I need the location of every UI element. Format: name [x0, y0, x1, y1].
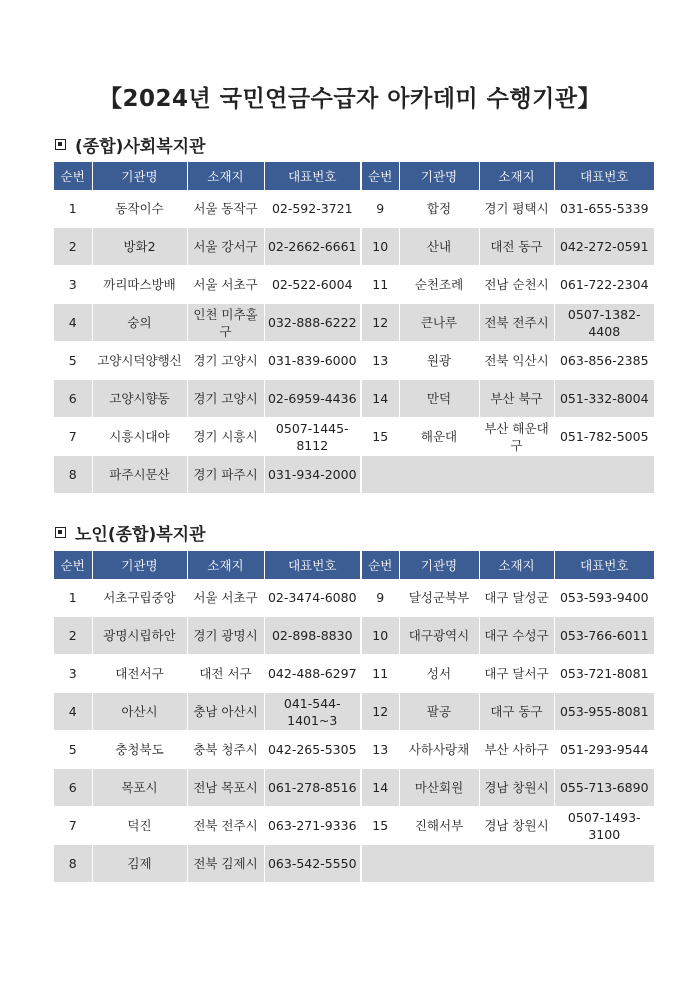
institution-name: 목포시 [92, 769, 187, 807]
institution-name: 산내 [399, 228, 479, 266]
location: 경기 평택시 [479, 190, 554, 228]
location: 경기 고양시 [187, 380, 264, 418]
square-bullet-icon [55, 527, 66, 538]
column-header: 대표번호 [554, 551, 654, 579]
location: 대구 달서구 [479, 655, 554, 693]
institution-name: 서초구립중앙 [92, 579, 187, 617]
column-header: 기관명 [92, 551, 187, 579]
row-number: 3 [54, 655, 92, 693]
empty-cell [361, 456, 654, 494]
row-number: 4 [54, 304, 92, 342]
phone-number: 0507-1382-4408 [554, 304, 654, 342]
table-row [54, 380, 654, 418]
table-row [54, 266, 654, 304]
location: 대구 수성구 [479, 617, 554, 655]
row-number: 2 [54, 228, 92, 266]
section-heading-social-welfare [55, 132, 206, 156]
institution-name: 동작이수 [92, 190, 187, 228]
phone-number: 051-293-9544 [554, 731, 654, 769]
phone-number: 02-2662-6661 [264, 228, 361, 266]
table-row [54, 579, 654, 617]
column-header: 대표번호 [554, 162, 654, 190]
row-number: 8 [54, 845, 92, 883]
row-number: 1 [54, 579, 92, 617]
location: 경남 창원시 [479, 769, 554, 807]
row-number: 7 [54, 418, 92, 456]
location: 경기 광명시 [187, 617, 264, 655]
social-welfare-table [54, 162, 654, 494]
location: 부산 해운대구 [479, 418, 554, 456]
phone-number: 02-3474-6080 [264, 579, 361, 617]
institution-name: 합정 [399, 190, 479, 228]
institution-name: 팔공 [399, 693, 479, 731]
table-header-row [54, 551, 654, 579]
phone-number: 031-934-2000 [264, 456, 361, 494]
column-header: 대표번호 [264, 162, 361, 190]
table-row [54, 731, 654, 769]
institution-name: 고양시향동 [92, 380, 187, 418]
institution-name: 대전서구 [92, 655, 187, 693]
location: 경기 파주시 [187, 456, 264, 494]
institution-name: 성서 [399, 655, 479, 693]
phone-number: 0507-1493-3100 [554, 807, 654, 845]
institution-name: 진해서부 [399, 807, 479, 845]
institution-name: 대구광역시 [399, 617, 479, 655]
location: 충남 아산시 [187, 693, 264, 731]
column-header: 순번 [54, 162, 92, 190]
phone-number: 061-722-2304 [554, 266, 654, 304]
phone-number: 063-856-2385 [554, 342, 654, 380]
section-title: (종합)사회복지관 [75, 136, 206, 157]
phone-number: 053-955-8081 [554, 693, 654, 731]
location: 부산 사하구 [479, 731, 554, 769]
location: 전북 전주시 [187, 807, 264, 845]
phone-number: 041-544-1401~3 [264, 693, 361, 731]
phone-number: 063-542-5550 [264, 845, 361, 883]
location: 경기 시흥시 [187, 418, 264, 456]
phone-number: 0507-1445-8112 [264, 418, 361, 456]
column-header: 기관명 [399, 162, 479, 190]
institution-name: 파주시문산 [92, 456, 187, 494]
column-header: 대표번호 [264, 551, 361, 579]
empty-cell [361, 845, 654, 883]
table-row [54, 418, 654, 456]
location: 경남 창원시 [479, 807, 554, 845]
phone-number: 051-332-8004 [554, 380, 654, 418]
row-number: 2 [54, 617, 92, 655]
phone-number: 042-265-5305 [264, 731, 361, 769]
row-number: 9 [361, 579, 399, 617]
institution-name: 시흥시대야 [92, 418, 187, 456]
institution-name: 충청북도 [92, 731, 187, 769]
table-row [54, 807, 654, 845]
phone-number: 031-839-6000 [264, 342, 361, 380]
institution-name: 마산회원 [399, 769, 479, 807]
row-number: 13 [361, 342, 399, 380]
row-number: 8 [54, 456, 92, 494]
row-number: 14 [361, 769, 399, 807]
phone-number: 031-655-5339 [554, 190, 654, 228]
table-row [54, 617, 654, 655]
table-row [54, 342, 654, 380]
row-number: 11 [361, 655, 399, 693]
table-row [54, 693, 654, 731]
row-number: 11 [361, 266, 399, 304]
institution-name: 까리따스방배 [92, 266, 187, 304]
table-row [54, 190, 654, 228]
location: 서울 서초구 [187, 266, 264, 304]
row-number: 6 [54, 380, 92, 418]
row-number: 7 [54, 807, 92, 845]
institution-name: 김제 [92, 845, 187, 883]
phone-number: 02-592-3721 [264, 190, 361, 228]
table-row [54, 655, 654, 693]
phone-number: 02-898-8830 [264, 617, 361, 655]
location: 부산 북구 [479, 380, 554, 418]
location: 서울 강서구 [187, 228, 264, 266]
row-number: 5 [54, 731, 92, 769]
column-header: 소재지 [187, 551, 264, 579]
table-header-row [54, 162, 654, 190]
row-number: 4 [54, 693, 92, 731]
phone-number: 061-278-8516 [264, 769, 361, 807]
row-number: 12 [361, 693, 399, 731]
row-number: 9 [361, 190, 399, 228]
row-number: 15 [361, 807, 399, 845]
row-number: 5 [54, 342, 92, 380]
institution-name: 광명시립하안 [92, 617, 187, 655]
institution-name: 해운대 [399, 418, 479, 456]
column-header: 기관명 [399, 551, 479, 579]
table-row [54, 769, 654, 807]
section-heading-senior-welfare [55, 520, 206, 544]
row-number: 13 [361, 731, 399, 769]
page-title: 【2024년 국민연금수급자 아카데미 수행기관】 [98, 86, 602, 112]
phone-number: 032-888-6222 [264, 304, 361, 342]
location: 전북 익산시 [479, 342, 554, 380]
location: 전북 전주시 [479, 304, 554, 342]
phone-number: 042-488-6297 [264, 655, 361, 693]
institution-name: 아산시 [92, 693, 187, 731]
column-header: 소재지 [187, 162, 264, 190]
row-number: 1 [54, 190, 92, 228]
row-number: 6 [54, 769, 92, 807]
location: 전북 김제시 [187, 845, 264, 883]
row-number: 14 [361, 380, 399, 418]
row-number: 15 [361, 418, 399, 456]
table-row [54, 456, 654, 494]
column-header: 소재지 [479, 162, 554, 190]
row-number: 10 [361, 228, 399, 266]
table-row [54, 845, 654, 883]
column-header: 기관명 [92, 162, 187, 190]
location: 대전 서구 [187, 655, 264, 693]
row-number: 10 [361, 617, 399, 655]
phone-number: 051-782-5005 [554, 418, 654, 456]
institution-name: 큰나루 [399, 304, 479, 342]
location: 전남 순천시 [479, 266, 554, 304]
phone-number: 02-522-6004 [264, 266, 361, 304]
phone-number: 053-593-9400 [554, 579, 654, 617]
row-number: 12 [361, 304, 399, 342]
phone-number: 055-713-6890 [554, 769, 654, 807]
senior-welfare-table [54, 551, 654, 883]
location: 인천 미추홀구 [187, 304, 264, 342]
column-header: 순번 [54, 551, 92, 579]
institution-name: 원광 [399, 342, 479, 380]
institution-name: 순천조례 [399, 266, 479, 304]
phone-number: 042-272-0591 [554, 228, 654, 266]
square-bullet-icon [55, 139, 66, 150]
location: 대구 동구 [479, 693, 554, 731]
phone-number: 063-271-9336 [264, 807, 361, 845]
column-header: 순번 [361, 162, 399, 190]
phone-number: 02-6959-4436 [264, 380, 361, 418]
table-row [54, 228, 654, 266]
location: 경기 고양시 [187, 342, 264, 380]
location: 대구 달성군 [479, 579, 554, 617]
institution-name: 방화2 [92, 228, 187, 266]
section-title: 노인(종합)복지관 [75, 524, 206, 545]
location: 서울 동작구 [187, 190, 264, 228]
institution-name: 달성군북부 [399, 579, 479, 617]
location: 충북 청주시 [187, 731, 264, 769]
institution-name: 사하사랑채 [399, 731, 479, 769]
location: 전남 목포시 [187, 769, 264, 807]
institution-name: 숭의 [92, 304, 187, 342]
column-header: 소재지 [479, 551, 554, 579]
institution-name: 덕진 [92, 807, 187, 845]
institution-name: 만덕 [399, 380, 479, 418]
phone-number: 053-766-6011 [554, 617, 654, 655]
table-row [54, 304, 654, 342]
location: 서울 서초구 [187, 579, 264, 617]
row-number: 3 [54, 266, 92, 304]
phone-number: 053-721-8081 [554, 655, 654, 693]
institution-name: 고양시덕양행신 [92, 342, 187, 380]
column-header: 순번 [361, 551, 399, 579]
location: 대전 동구 [479, 228, 554, 266]
